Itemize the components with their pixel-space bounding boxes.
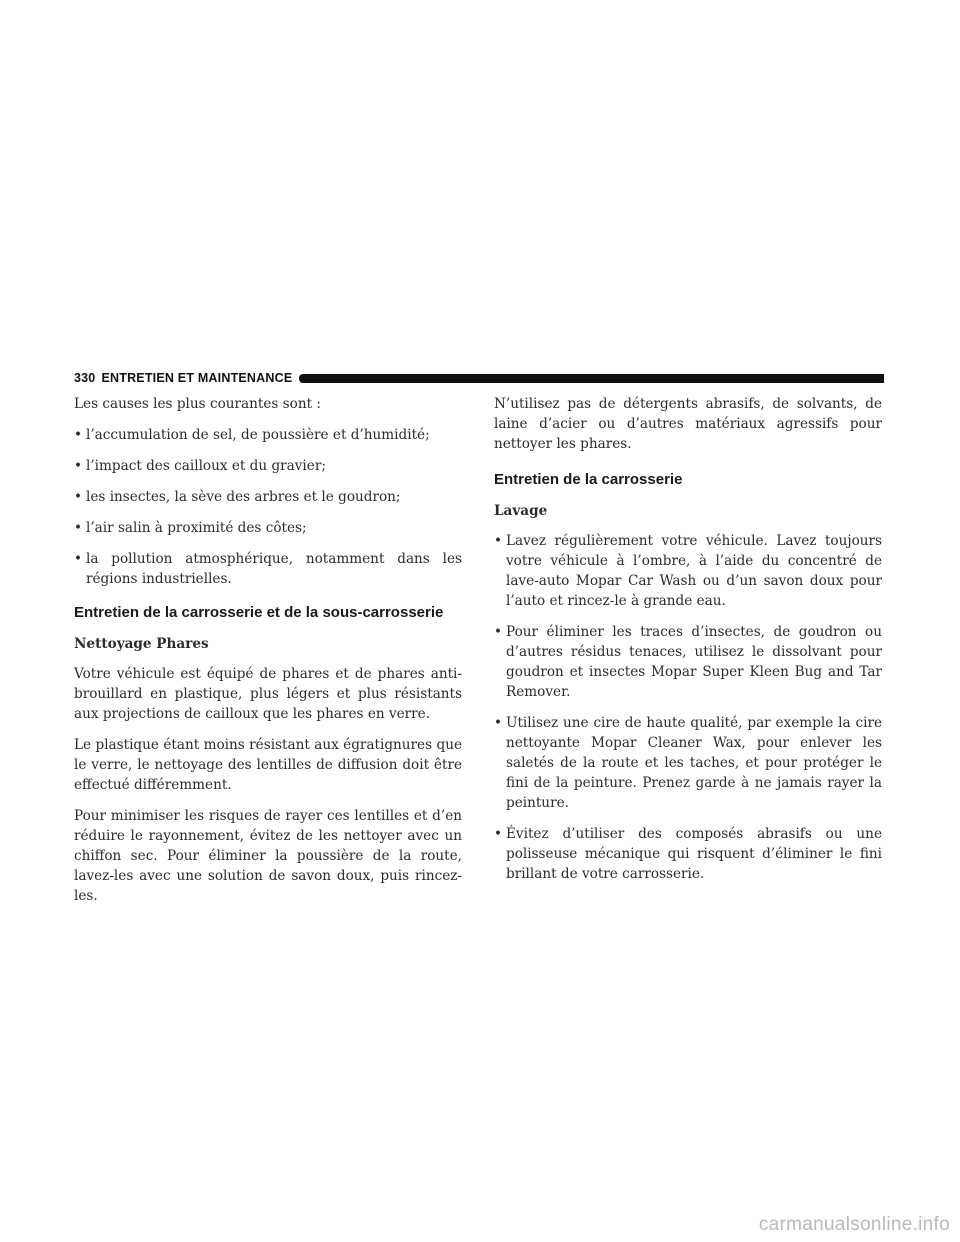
list-item: • Lavez régulièrement votre véhicule. Lavez toujours votre véhicule à l’ombre, à l’aide du concentré de lave-auto Mopar Car Wash ou d’un savon doux pour l’auto et rincez-le à grande eau.: [494, 531, 882, 611]
section-heading: Entretien de la carrosserie: [494, 471, 683, 488]
page-number: 330: [74, 371, 96, 385]
header-rule: [299, 374, 884, 383]
page-header: [74, 370, 884, 386]
left-column: [74, 394, 462, 917]
list-item: • Pour éliminer les traces d’insectes, de goudron ou d’autres résidus tenaces, utilisez le dissolvant pour goudron et insectes Mopar Super Kleen Bug and Tar Remover.: [494, 622, 882, 702]
paragraph: Votre véhicule est équipé de phares et de phares anti-brouillard en plastique, plus légers et plus résistants aux projections de cailloux que les phares en verre.: [74, 666, 462, 722]
list-item: • Évitez d’utiliser des composés abrasifs ou une polisseuse mécanique qui risquent d’éliminer le fini brillant de votre carrosserie.: [494, 824, 882, 884]
list-item: • les insectes, la sève des arbres et le goudron;: [74, 487, 462, 507]
list-item: • Utilisez une cire de haute qualité, par exemple la cire nettoyante Mopar Cleaner Wax, pour enlever les saletés de la route et les taches, et pour protéger le fini de la peinture. Prenez garde à ne jamais rayer la peinture.: [494, 713, 882, 813]
right-column: [494, 394, 882, 895]
watermark: carmanualsonline.info: [758, 1214, 950, 1235]
section-title: ENTRETIEN ET MAINTENANCE: [101, 371, 293, 385]
paragraph: Pour minimiser les risques de rayer ces lentilles et d’en réduire le rayonnement, évitez de les nettoyer avec un chiffon sec. Pour éliminer la poussière de la route, lavez-les avec une solution de savon doux, puis rincez-les.: [74, 808, 462, 904]
list-item: • l’air salin à proximité des côtes;: [74, 518, 462, 538]
paragraph: Le plastique étant moins résistant aux égratignures que le verre, le nettoyage des lentilles de diffusion doit être effectué différemment.: [74, 737, 462, 793]
list-item: • l’impact des cailloux et du gravier;: [74, 456, 462, 476]
causes-list: [74, 425, 462, 589]
section-heading: Entretien de la carrosserie et de la sous-carrosserie: [74, 604, 444, 621]
list-item: • l’accumulation de sel, de poussière et d’humidité;: [74, 425, 462, 445]
paragraph: N’utilisez pas de détergents abrasifs, de solvants, de laine d’acier ou d’autres matériaux agressifs pour nettoyer les phares.: [494, 396, 882, 452]
causes-intro: Les causes les plus courantes sont :: [74, 396, 321, 412]
subsection-heading: Lavage: [494, 503, 548, 519]
list-item: • la pollution atmosphérique, notamment dans les régions industrielles.: [74, 549, 462, 589]
subsection-heading: Nettoyage Phares: [74, 636, 209, 652]
washing-list: [494, 531, 882, 884]
